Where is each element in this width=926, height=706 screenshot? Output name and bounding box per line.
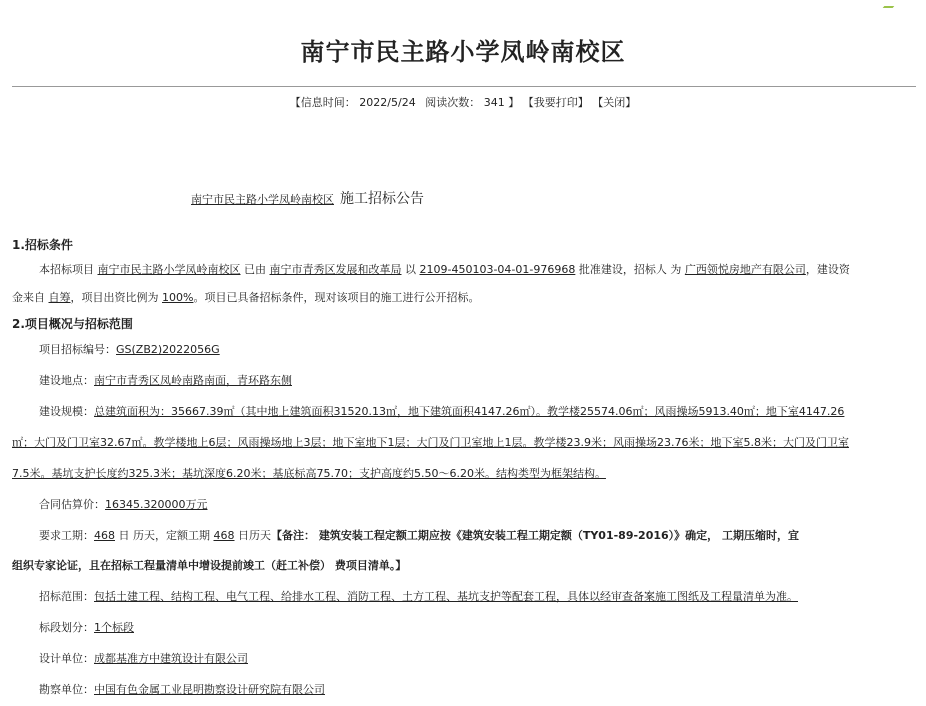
quota-period-value: 468 xyxy=(213,529,235,542)
text: 。项目已具备招标条件，现对该项目的施工进行公开招标。 xyxy=(193,291,480,304)
tender-code-row xyxy=(12,341,220,357)
scope-value: 包括土建工程、结构工程、电气工程、给排水工程、消防工程、土方工程、基坑支护等配套工程，具体以经审查备案施工图纸及工程量清单为准。 xyxy=(94,590,798,603)
field-label: 建设地点： xyxy=(39,374,94,387)
scale-value: 7.5米。基坑支护长度约325.3米；基坑深度6.20米；基底标高75.70；支护高度约5.50～6.20米。结构类型为框架结构。 xyxy=(12,467,606,480)
notice-heading xyxy=(191,188,424,208)
scale-row xyxy=(12,403,844,419)
field-label: 招标范围： xyxy=(39,590,94,603)
design-value: 成都基准方中建筑设计有限公司 xyxy=(94,652,248,665)
section1-title: 1.招标条件 xyxy=(12,238,73,252)
read-count: 341 xyxy=(483,96,505,109)
survey-value: 中国有色金属工业昆明勘察设计研究院有限公司 xyxy=(94,683,325,696)
section1-paragraph xyxy=(12,256,912,312)
scale-row-cont xyxy=(12,434,849,450)
approver: 南宁市青秀区发展和改革局 xyxy=(269,263,402,276)
period-note: 【备注： 建筑安装工程定额工期应按《建筑安装工程工期定额（TY01-89-2016）》确定， 工期压缩时，宜 xyxy=(271,529,799,542)
period-row xyxy=(12,527,799,543)
site-row xyxy=(12,372,292,388)
text: ，建设资 xyxy=(805,263,850,276)
text: 以 xyxy=(401,263,420,276)
scale-row-cont xyxy=(12,465,606,481)
field-label: 建设规模： xyxy=(39,405,94,418)
tender-code: GS(ZB2)2022056G xyxy=(116,343,220,356)
field-label: 要求工期： xyxy=(39,529,94,542)
info-open-bracket: 【 xyxy=(289,96,301,109)
period-note-cont: 组织专家论证，且在招标工程量清单中增设提前竣工（赶工补偿） 费项目清单。】 xyxy=(12,559,407,572)
lots-value: 1个标段 xyxy=(94,621,134,634)
field-label: 勘察单位： xyxy=(39,683,94,696)
survey-row xyxy=(12,681,325,697)
field-label: 设计单位： xyxy=(39,652,94,665)
field-label: 合同估算价： xyxy=(39,498,105,511)
text: 日历天 xyxy=(234,529,271,542)
fund-ratio: 100% xyxy=(162,291,194,304)
site-value: 南宁市青秀区凤岭南路南面，青环路东侧 xyxy=(94,374,292,387)
corner-decoration xyxy=(883,0,900,8)
lots-row xyxy=(12,619,134,635)
price-value: 16345.320000万元 xyxy=(105,498,208,511)
heading-kind: 施工招标公告 xyxy=(340,191,424,207)
time-label: 信息时间： xyxy=(300,96,356,109)
field-label: 项目招标编号： xyxy=(39,343,116,356)
reads-label: 阅读次数： xyxy=(425,96,481,109)
scale-value: ㎡；大门及门卫室32.67㎡。教学楼地上6层；风雨操场地上3层；地下室地下1层；大门及门卫室地上1层。教学楼23.9米；风雨操场23.76米；地下室5.8米；大门及门卫室 xyxy=(12,436,849,449)
section2-title: 2.项目概况与招标范围 xyxy=(12,317,133,331)
page-title: 南宁市民主路小学凤岭南校区 xyxy=(300,38,626,66)
scale-value: 总建筑面积为：35667.39㎡（其中地上建筑面积31520.13㎡，地下建筑面积4147.26㎡）。教学楼25574.06㎡；风雨操场5913.40㎡；地下室4147.26 xyxy=(94,405,845,418)
print-link[interactable]: 【我要打印】 xyxy=(522,96,589,109)
approval-number: 2109-450103-04-01-976968 xyxy=(419,263,576,276)
info-bar xyxy=(0,94,926,110)
close-link[interactable]: 【关闭】 xyxy=(592,96,637,109)
project-name: 南宁市民主路小学凤岭南校区 xyxy=(97,263,241,276)
design-row xyxy=(12,650,248,666)
heading-project: 南宁市民主路小学凤岭南校区 xyxy=(191,193,334,206)
info-close-bracket: 】 xyxy=(508,96,520,109)
scope-row xyxy=(12,588,798,604)
text: 金来自 xyxy=(12,291,49,304)
field-label: 标段划分： xyxy=(39,621,94,634)
text: 日 历天，定额工期 xyxy=(115,529,214,542)
publish-time: 2022/5/24 xyxy=(359,96,416,109)
fund-source: 自筹 xyxy=(48,291,71,304)
price-row xyxy=(12,496,207,512)
text: 已由 xyxy=(240,263,270,276)
text: 批准建设，招标人 为 xyxy=(575,263,685,276)
period-value: 468 xyxy=(94,529,115,542)
tenderer: 广西领悦房地产有限公司 xyxy=(684,263,806,276)
text: ，项目出资比例为 xyxy=(70,291,162,304)
text: 本招标项目 xyxy=(39,263,98,276)
title-divider xyxy=(12,86,916,87)
